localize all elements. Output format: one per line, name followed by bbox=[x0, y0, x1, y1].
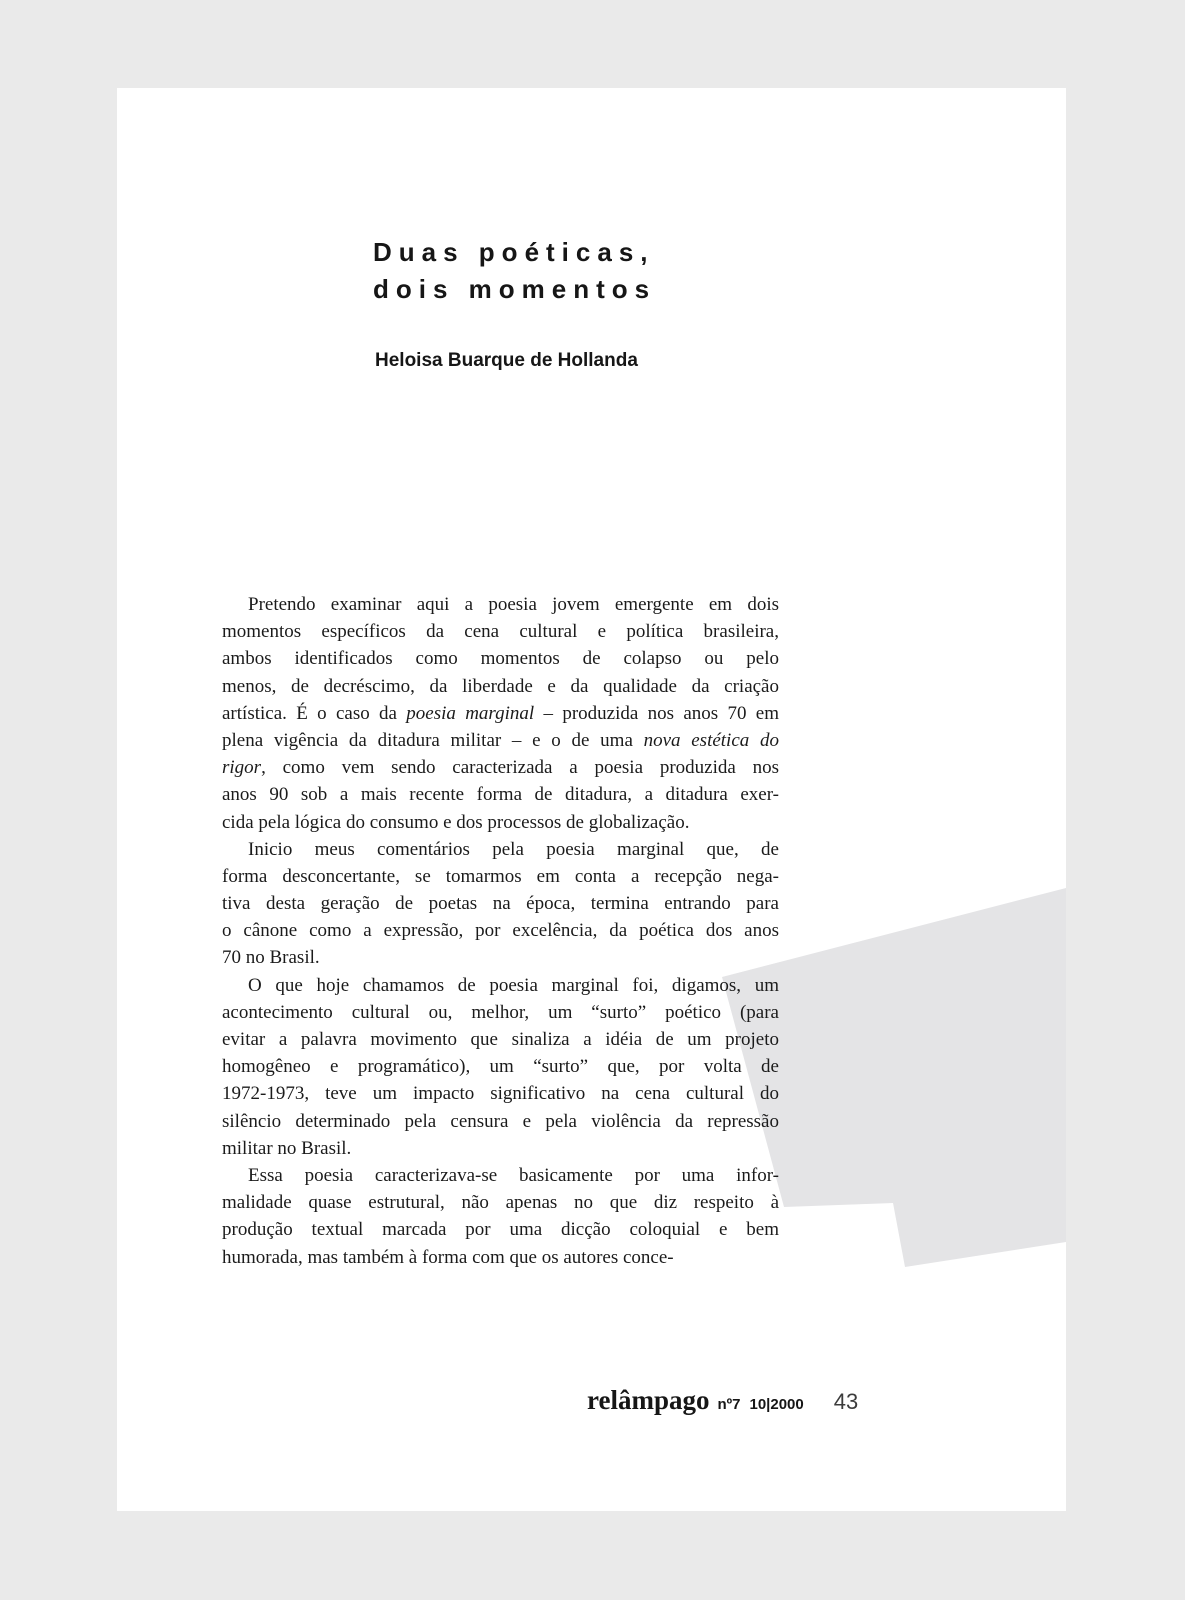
text-line: militar no Brasil. bbox=[222, 1137, 352, 1159]
paragraph bbox=[222, 836, 779, 972]
text-line: o cânone como a expressão, por excelência, da poética dos anos bbox=[222, 920, 779, 942]
text-line: silêncio determinado pela censura e pela violência da repressão bbox=[222, 1110, 779, 1132]
text-line: ambos identificados como momentos de colapso ou pelo bbox=[222, 648, 779, 670]
text-line: tiva desta geração de poetas na época, termina entrando para bbox=[222, 893, 779, 915]
paragraph bbox=[222, 1162, 779, 1271]
text-line: cida pela lógica do consumo e dos processos de globalização. bbox=[222, 811, 690, 833]
text-line: acontecimento cultural ou, melhor, um “surto” poético (para bbox=[222, 1001, 779, 1023]
page-number: 43 bbox=[833, 1389, 859, 1414]
text-line: Inicio meus comentários pela poesia marginal que, de bbox=[248, 838, 779, 860]
footer bbox=[587, 1385, 858, 1416]
text-line: Essa poesia caracterizava-se basicamente por uma infor- bbox=[248, 1164, 779, 1186]
article-title-line-2: dois momentos bbox=[373, 274, 657, 304]
text-line: evitar a palavra movimento que sinaliza a idéia de um projeto bbox=[222, 1029, 779, 1050]
text-line: plena vigência da ditadura militar – e o de uma nova estética do bbox=[222, 729, 779, 751]
journal-name: relâmpago bbox=[587, 1385, 710, 1415]
text-line: homogêneo e programático), um “surto” que, por volta de bbox=[222, 1056, 779, 1078]
article-title bbox=[373, 234, 656, 308]
text-line: rigor, como vem sendo caracterizada a poesia produzida nos bbox=[222, 757, 779, 779]
text-line: menos, de decréscimo, da liberdade e da qualidade da criação bbox=[222, 675, 779, 697]
text-line: Pretendo examinar aqui a poesia jovem emergente em dois bbox=[248, 594, 779, 615]
text-line: malidade quase estrutural, não apenas no que diz respeito à bbox=[222, 1192, 779, 1214]
paragraph bbox=[222, 972, 779, 1162]
author-name: Heloisa Buarque de Hollanda bbox=[375, 350, 638, 371]
paragraph bbox=[222, 591, 779, 836]
body-text bbox=[222, 591, 779, 1271]
text-line: 1972-1973, teve um impacto significativo na cena cultural do bbox=[222, 1083, 779, 1105]
text-line: produção textual marcada por uma dicção coloquial e bem bbox=[222, 1219, 779, 1241]
article-title-line-1: Duas poéticas, bbox=[373, 237, 655, 267]
text-line: artística. É o caso da poesia marginal – produzida nos anos 70 em bbox=[222, 702, 779, 724]
text-line: O que hoje chamamos de poesia marginal foi, digamos, um bbox=[248, 974, 779, 996]
text-line: anos 90 sob a mais recente forma de ditadura, a ditadura exer- bbox=[222, 784, 779, 806]
text-line: humorada, mas também à forma com que os autores conce- bbox=[222, 1246, 674, 1268]
text-line: momentos específicos da cena cultural e política brasileira, bbox=[222, 621, 779, 643]
text-line: forma desconcertante, se tomarmos em conta a recepção nega- bbox=[222, 865, 779, 887]
issue-date: 10|2000 bbox=[749, 1396, 804, 1413]
issue-number: nº7 bbox=[717, 1396, 741, 1413]
page bbox=[117, 88, 1066, 1511]
text-line: 70 no Brasil. bbox=[222, 947, 320, 969]
